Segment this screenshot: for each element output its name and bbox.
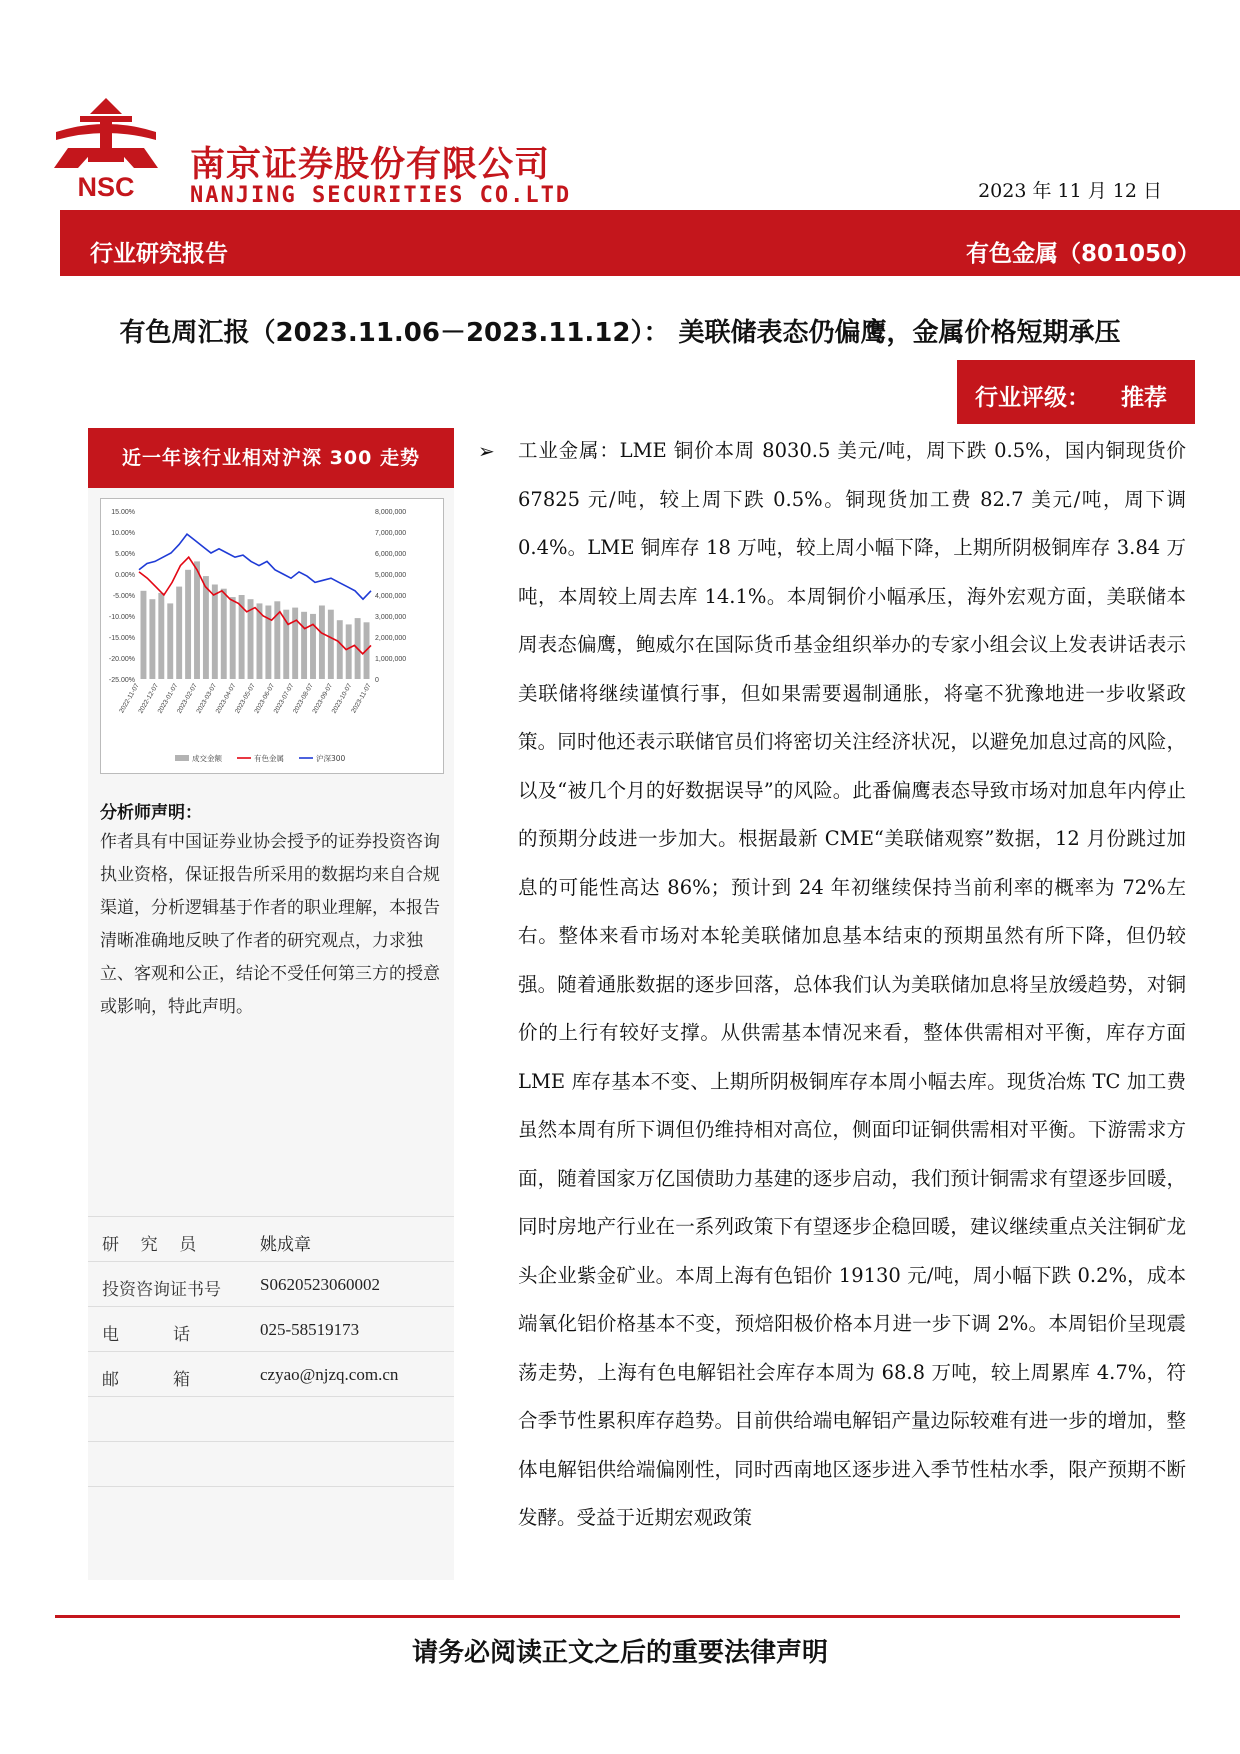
body-paragraph: 工业金属：LME 铜价本周 8030.5 美元/吨，周下跌 0.5%，国内铜现货价 67825 元/吨，较上周下跌 0.5%。铜现货加工费 82.7 美元/吨，周下调 0.4%。LME 铜库存 18 万吨，较上周小幅下降，上期所阴极铜库存 3.84 万吨，本周较上周去库 14.1%。本周铜价小幅承压，海外宏观方面，美联储本周表态偏鹰，鲍威尔在国际货币基金组织举办的专家小组会议上发表讲话表示美联储将继续谨慎行事，但如果需要遏制通胀，将毫不犹豫地进一步收紧政策。同时他还表示联储官员们将密切关注经济状况，以避免加息过高的风险，以及“被几个月的好数据误导”的风险。此番偏鹰表态导致市场对加息年内停止的预期分歧进一步加大。根据最新 CME“美联储观察”数据，12 月份跳过加息的可能性高达 86%；预计到 24 年初继续保持当前利率的概率为 72%左右。整体来看市场对本轮美联储加息基本结束的预期虽然有所下降，但仍较强。随着通胀数据的逐步回落，总体我们认为美联储加息将呈放缓趋势，对铜价的上行有较好支撑。从供需基本情况来看，整体供需相对平衡，库存方面 LME 库存基本不变、上期所阴极铜库存本周小幅去库。现货冶炼 TC 加工费虽然本周有所下调但仍维持相对高位，侧面印证铜供需相对平衡。下游需求方面，随着国家万亿国债助力基建的逐步启动，我们预计铜需求有望逐步回暖，同时房地产行业在一系列政策下有望逐步企稳回暖，建议继续重点关注铜矿龙头企业紫金矿业。本周上海有色铝价 19130 元/吨，周小幅下跌 0.2%，成本端氧化铝价格基本不变，预焙阳极价格本月进一步下调 2%。本周铝价呈现震荡走势，上海有色电解铝社会库存本周为 68.8 万吨，较上周累库 4.7%，符合季节性累积库存趋势。目前供给端电解铝产量边际较难有进一步的增加，整体电解铝供给端偏刚性，同时西南地区逐步进入季节性枯水季，限产预期不断发酵。受益于近期宏观政策: [518, 439, 1186, 1529]
legend-label: 成交金额: [192, 754, 222, 763]
volume-bar: [158, 593, 164, 679]
legend-label: 有色金属: [254, 754, 284, 763]
y-left-tick-label: 0.00%: [115, 572, 135, 579]
analyst-contacts: [88, 1216, 454, 1531]
volume-bar: [301, 612, 307, 679]
volume-bar: [346, 624, 352, 679]
volume-bar: [337, 620, 343, 679]
volume-bar: [212, 585, 218, 680]
logo-abbr: NSC: [77, 172, 135, 202]
x-tick-label: 2023-11-07: [350, 682, 373, 715]
y-left-tick-label: -10.00%: [108, 614, 135, 621]
volume-bar: [167, 603, 173, 679]
x-tick-label: 2023-05-07: [234, 682, 257, 715]
contact-value: 姚成章: [260, 1235, 311, 1254]
contact-value: 025-58519173: [260, 1320, 360, 1339]
volume-bar: [149, 599, 155, 679]
analyst-statement-title: 分析师声明：: [100, 803, 202, 823]
x-tick-label: 2023-04-07: [214, 682, 238, 715]
y-left-tick-label: 10.00%: [111, 530, 135, 537]
y-right-tick-label: 1,000,000: [375, 656, 407, 663]
contact-row: [88, 1216, 454, 1261]
x-tick-label: 2022-12-07: [137, 682, 161, 715]
contact-row: [88, 1306, 454, 1351]
y-left-tick-label: 5.00%: [115, 551, 135, 558]
y-right-tick-label: 4,000,000: [375, 593, 407, 600]
company-name-cn: 南京证券股份有限公司: [190, 145, 551, 185]
report-headline: 有色周汇报（2023.11.06－2023.11.12）： 美联储表态仍偏鹰，金属价格短期承压: [119, 318, 1121, 348]
contact-label: 邮 箱: [102, 1370, 191, 1390]
report-type-band: [60, 210, 1240, 276]
y-left-tick-label: -5.00%: [112, 593, 135, 600]
bullet-arrow-icon: ➢: [478, 439, 495, 463]
y-right-tick-label: 3,000,000: [375, 614, 407, 621]
industry-code: 有色金属（801050）: [965, 241, 1200, 267]
report-date: 2023 年 11 月 12 日: [978, 180, 1162, 202]
csi300-index-line: [139, 534, 371, 599]
contact-label: 电 话: [102, 1325, 191, 1345]
y-left-tick-label: -25.00%: [108, 677, 135, 684]
volume-bar: [328, 610, 334, 679]
nsc-logo: [50, 92, 162, 204]
y-right-tick-label: 5,000,000: [375, 572, 407, 579]
x-tick-label: 2023-06-07: [253, 682, 277, 715]
industry-rating: [957, 360, 1195, 424]
trend-chart-svg: [101, 499, 445, 775]
report-type: 行业研究报告: [90, 241, 228, 267]
contact-row: [88, 1261, 454, 1306]
sidebar: [88, 428, 454, 1580]
volume-bar: [203, 576, 209, 679]
y-left-tick-label: -15.00%: [108, 635, 135, 642]
x-tick-label: 2023-01-07: [156, 682, 180, 715]
contact-label: 研 究 员: [102, 1235, 197, 1255]
volume-bar: [221, 589, 227, 679]
volume-bar: [292, 608, 298, 679]
y-right-tick-label: 6,000,000: [375, 551, 407, 558]
nonferrous-index-line: [139, 557, 371, 654]
contact-row: [88, 1351, 454, 1396]
legend-label: 沪深300: [316, 754, 346, 763]
volume-bar: [319, 606, 325, 680]
x-tick-label: 2023-09-07: [311, 682, 335, 715]
contact-value[interactable]: czyao@njzq.com.cn: [260, 1365, 399, 1384]
x-tick-label: 2023-03-07: [195, 682, 219, 715]
contact-spacer: [88, 1486, 454, 1531]
contact-spacer: [88, 1396, 454, 1441]
trend-chart-title: 近一年该行业相对沪深 300 走势: [88, 428, 454, 488]
analyst-statement: 作者具有中国证券业协会授予的证券投资咨询执业资格，保证报告所采用的数据均来自合规渠道，分析逻辑基于作者的职业理解，本报告清晰准确地反映了作者的研究观点，力求独立、客观和公正，结论不受任何第三方的授意或影响，特此声明。: [100, 832, 440, 1017]
rating-value: 推荐: [1121, 385, 1167, 411]
y-left-tick-label: -20.00%: [108, 656, 135, 663]
contact-value: S0620523060002: [260, 1275, 380, 1294]
contact-spacer: [88, 1441, 454, 1486]
volume-bar: [230, 597, 236, 679]
y-right-tick-label: 2,000,000: [375, 635, 407, 642]
legal-notice: 请务必阅读正文之后的重要法律声明: [411, 1638, 828, 1668]
y-right-tick-label: 0: [375, 677, 379, 684]
legend-swatch: [175, 755, 189, 761]
x-tick-label: 2023-02-07: [176, 682, 199, 715]
volume-bar: [176, 587, 182, 679]
contact-label: 投资咨询证书号: [102, 1280, 221, 1300]
y-right-tick-label: 8,000,000: [375, 509, 407, 516]
y-right-tick-label: 7,000,000: [375, 530, 407, 537]
volume-bar: [265, 606, 271, 680]
y-left-tick-label: 15.00%: [111, 509, 135, 516]
x-tick-label: 2022-11-07: [118, 682, 141, 715]
rating-label: 行业评级：: [975, 385, 1090, 411]
volume-bar: [141, 591, 147, 679]
x-tick-label: 2023-07-07: [272, 682, 296, 715]
trend-chart: [100, 498, 444, 774]
x-tick-label: 2023-08-07: [292, 682, 315, 715]
volume-bar: [194, 561, 200, 679]
company-name-en: NANJING SECURITIES CO.LTD: [190, 183, 572, 208]
x-tick-label: 2023-10-07: [330, 682, 354, 715]
footer-divider: [55, 1615, 1180, 1618]
volume-bar: [185, 570, 191, 679]
